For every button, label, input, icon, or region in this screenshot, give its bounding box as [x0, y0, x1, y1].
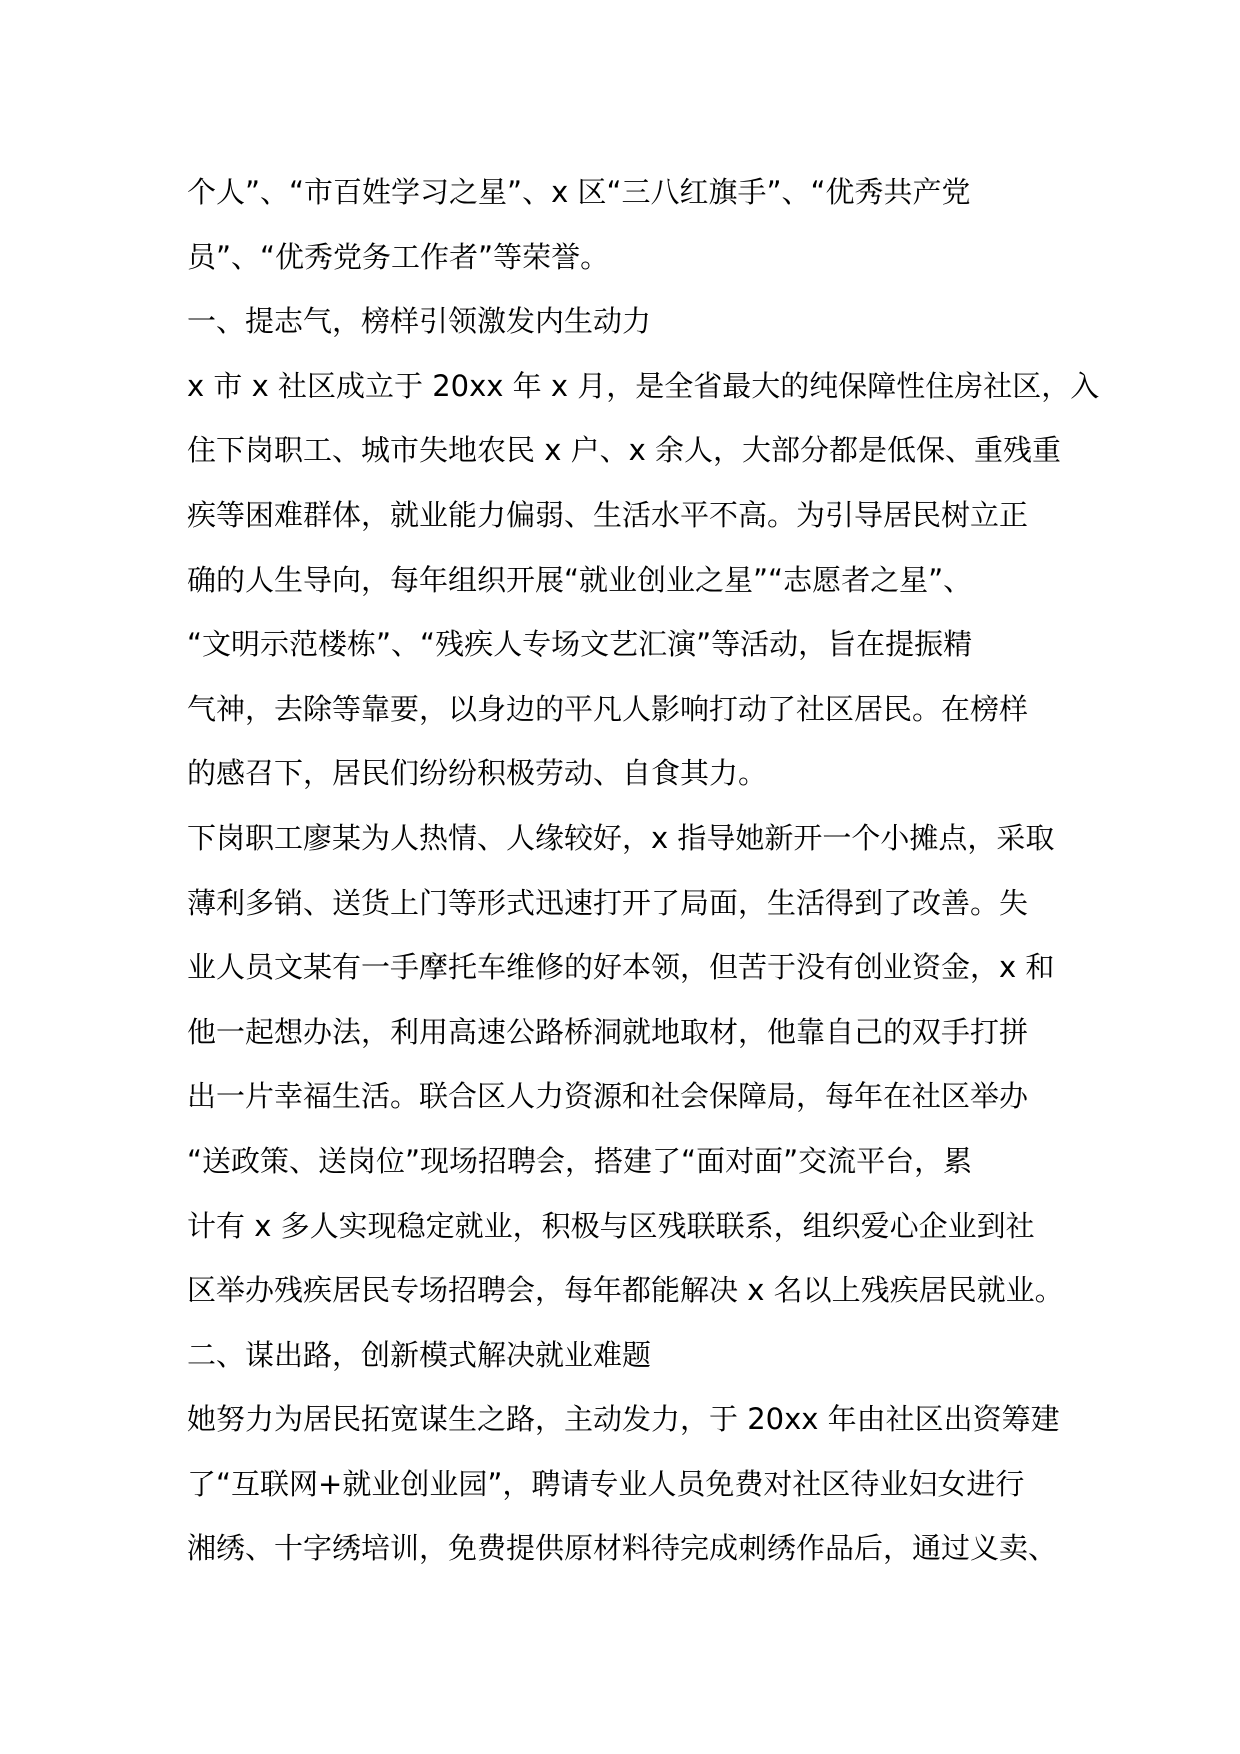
text-line: 疾等困难群体，就业能力偏弱、生活水平不高。为引导居民树立正: [187, 497, 1029, 532]
text-line: 的感召下，居民们纷纷积极劳动、自食其力。: [187, 756, 768, 791]
text-line: 她努力为居民拓宽谋生之路，主动发力，于 20xx 年由社区出资筹建: [187, 1402, 1060, 1437]
text-line: 下岗职工廖某为人热情、人缘较好，x 指导她新开一个小摊点，采取: [187, 820, 1055, 855]
text-line: 了“互联网+就业创业园”，聘请专业人员免费对社区待业妇女进行: [187, 1466, 1025, 1501]
text-line: x 市 x 社区成立于 20xx 年 x 月，是全省最大的纯保障性住房社区，入: [187, 368, 1100, 403]
text-line: 出一片幸福生活。联合区人力资源和社会保障局，每年在社区举办: [187, 1079, 1029, 1114]
section-heading-2: 二、谋出路，创新模式解决就业难题: [187, 1337, 652, 1372]
text-line: 湘绣、十字绣培训，免费提供原材料待完成刺绣作品后，通过义卖、: [187, 1531, 1058, 1566]
text-line: 薄利多销、送货上门等形式迅速打开了局面，生活得到了改善。失: [187, 885, 1029, 920]
text-line: 区举办残疾居民专场招聘会，每年都能解决 x 名以上残疾居民就业。: [187, 1273, 1064, 1308]
text-line: 气神，去除等靠要，以身边的平凡人影响打动了社区居民。在榜样: [187, 691, 1029, 726]
text-line: 计有 x 多人实现稳定就业，积极与区残联联系，组织爱心企业到社: [187, 1208, 1035, 1243]
text-line: 他一起想办法，利用高速公路桥洞就地取材，他靠自己的双手打拼: [187, 1014, 1029, 1049]
text-line: 业人员文某有一手摩托车维修的好本领，但苦于没有创业资金，x 和: [187, 950, 1055, 985]
document-body: [187, 160, 1100, 1581]
text-line: “送政策、送岗位”现场招聘会，搭建了“面对面”交流平台，累: [187, 1143, 973, 1178]
text-line: 住下岗职工、城市失地农民 x 户、x 余人，大部分都是低保、重残重: [187, 433, 1061, 468]
section-heading-1: 一、提志气，榜样引领激发内生动力: [187, 304, 652, 339]
text-line: 确的人生导向，每年组织开展“就业创业之星”“志愿者之星”、: [187, 562, 973, 597]
text-line: 个人”、“市百姓学习之星”、x 区“三八红旗手”、“优秀共产党: [187, 175, 971, 209]
text-line: “文明示范楼栋”、“残疾人专场文艺汇演”等活动，旨在提振精: [187, 627, 973, 662]
text-line: 员”、“优秀党务工作者”等荣誉。: [187, 239, 610, 274]
